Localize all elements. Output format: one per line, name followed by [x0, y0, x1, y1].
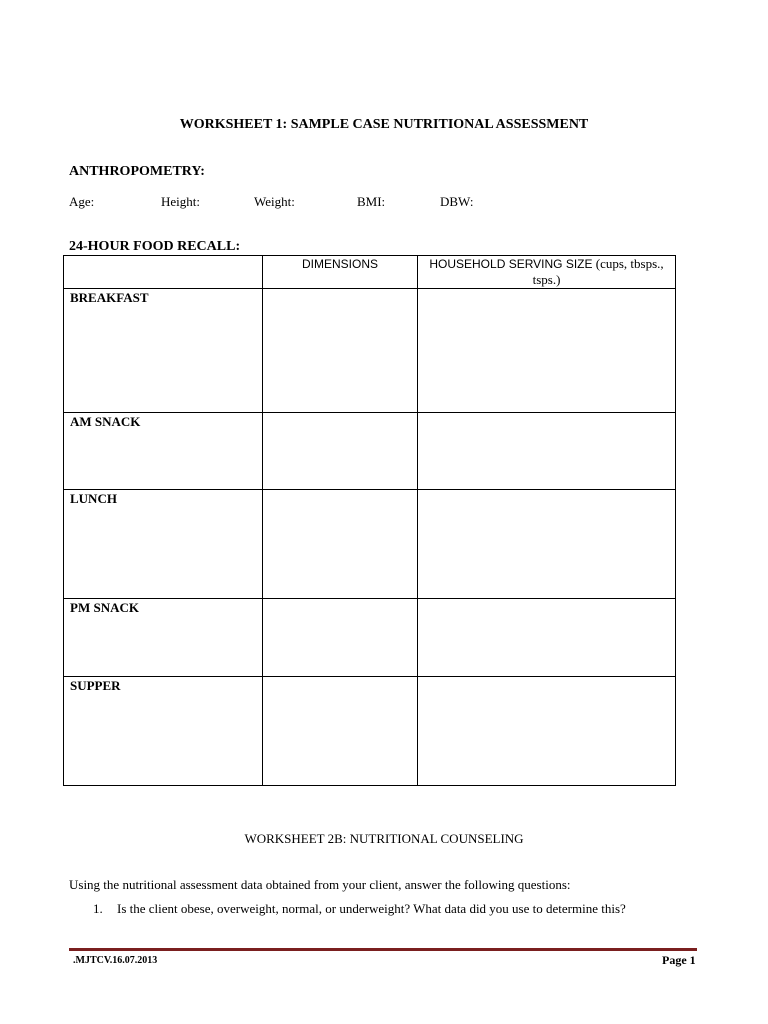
- header-serving-units: (cups, tbsps., tsps.): [532, 256, 664, 287]
- food-recall-table: [63, 255, 676, 786]
- header-serving-main: HOUSEHOLD SERVING SIZE: [429, 257, 593, 271]
- supper-dimensions-cell[interactable]: [263, 677, 418, 786]
- meal-breakfast: BREAKFAST: [64, 289, 263, 413]
- table-row: [64, 490, 676, 599]
- page-number: Page 1: [662, 953, 696, 967]
- anthropometry-heading: ANTHROPOMETRY:: [69, 164, 205, 179]
- field-height: Height:: [161, 194, 200, 209]
- table-row: [64, 599, 676, 677]
- table-header-row: [64, 256, 676, 289]
- meal-lunch: LUNCH: [64, 490, 263, 599]
- field-dbw: DBW:: [440, 194, 474, 209]
- pm-snack-dimensions-cell[interactable]: [263, 599, 418, 677]
- meal-supper: SUPPER: [64, 677, 263, 786]
- table-row: [64, 289, 676, 413]
- question-text: Is the client obese, overweight, normal, or underweight? What data did you use to determine this?: [117, 901, 626, 916]
- worksheet-2b-title: WORKSHEET 2B: NUTRITIONAL COUNSELING: [244, 831, 524, 846]
- lunch-dimensions-cell[interactable]: [263, 490, 418, 599]
- question-number: 1.: [93, 901, 103, 916]
- footer-code: .MJTCV.16.07.2013: [73, 955, 158, 966]
- am-snack-dimensions-cell[interactable]: [263, 413, 418, 490]
- table-row: [64, 413, 676, 490]
- lunch-serving-cell[interactable]: [418, 490, 676, 599]
- header-serving-size: [418, 256, 676, 289]
- am-snack-serving-cell[interactable]: [418, 413, 676, 490]
- field-bmi: BMI:: [357, 194, 386, 209]
- pm-snack-serving-cell[interactable]: [418, 599, 676, 677]
- meal-am-snack: AM SNACK: [64, 413, 263, 490]
- field-age: Age:: [69, 194, 95, 209]
- meal-pm-snack: PM SNACK: [64, 599, 263, 677]
- field-weight: Weight:: [254, 194, 295, 209]
- instructions-text: Using the nutritional assessment data obtained from your client, answer the following questions:: [69, 877, 571, 892]
- worksheet-title: WORKSHEET 1: SAMPLE CASE NUTRITIONAL ASSESSMENT: [179, 117, 589, 132]
- header-dimensions-label: DIMENSIONS: [301, 257, 378, 271]
- header-blank-cell: [64, 256, 263, 289]
- header-dimensions: [263, 256, 418, 289]
- breakfast-serving-cell[interactable]: [418, 289, 676, 413]
- footer-rule: [69, 948, 697, 951]
- breakfast-dimensions-cell[interactable]: [263, 289, 418, 413]
- food-recall-heading: 24-HOUR FOOD RECALL:: [69, 239, 241, 254]
- supper-serving-cell[interactable]: [418, 677, 676, 786]
- table-row: [64, 677, 676, 786]
